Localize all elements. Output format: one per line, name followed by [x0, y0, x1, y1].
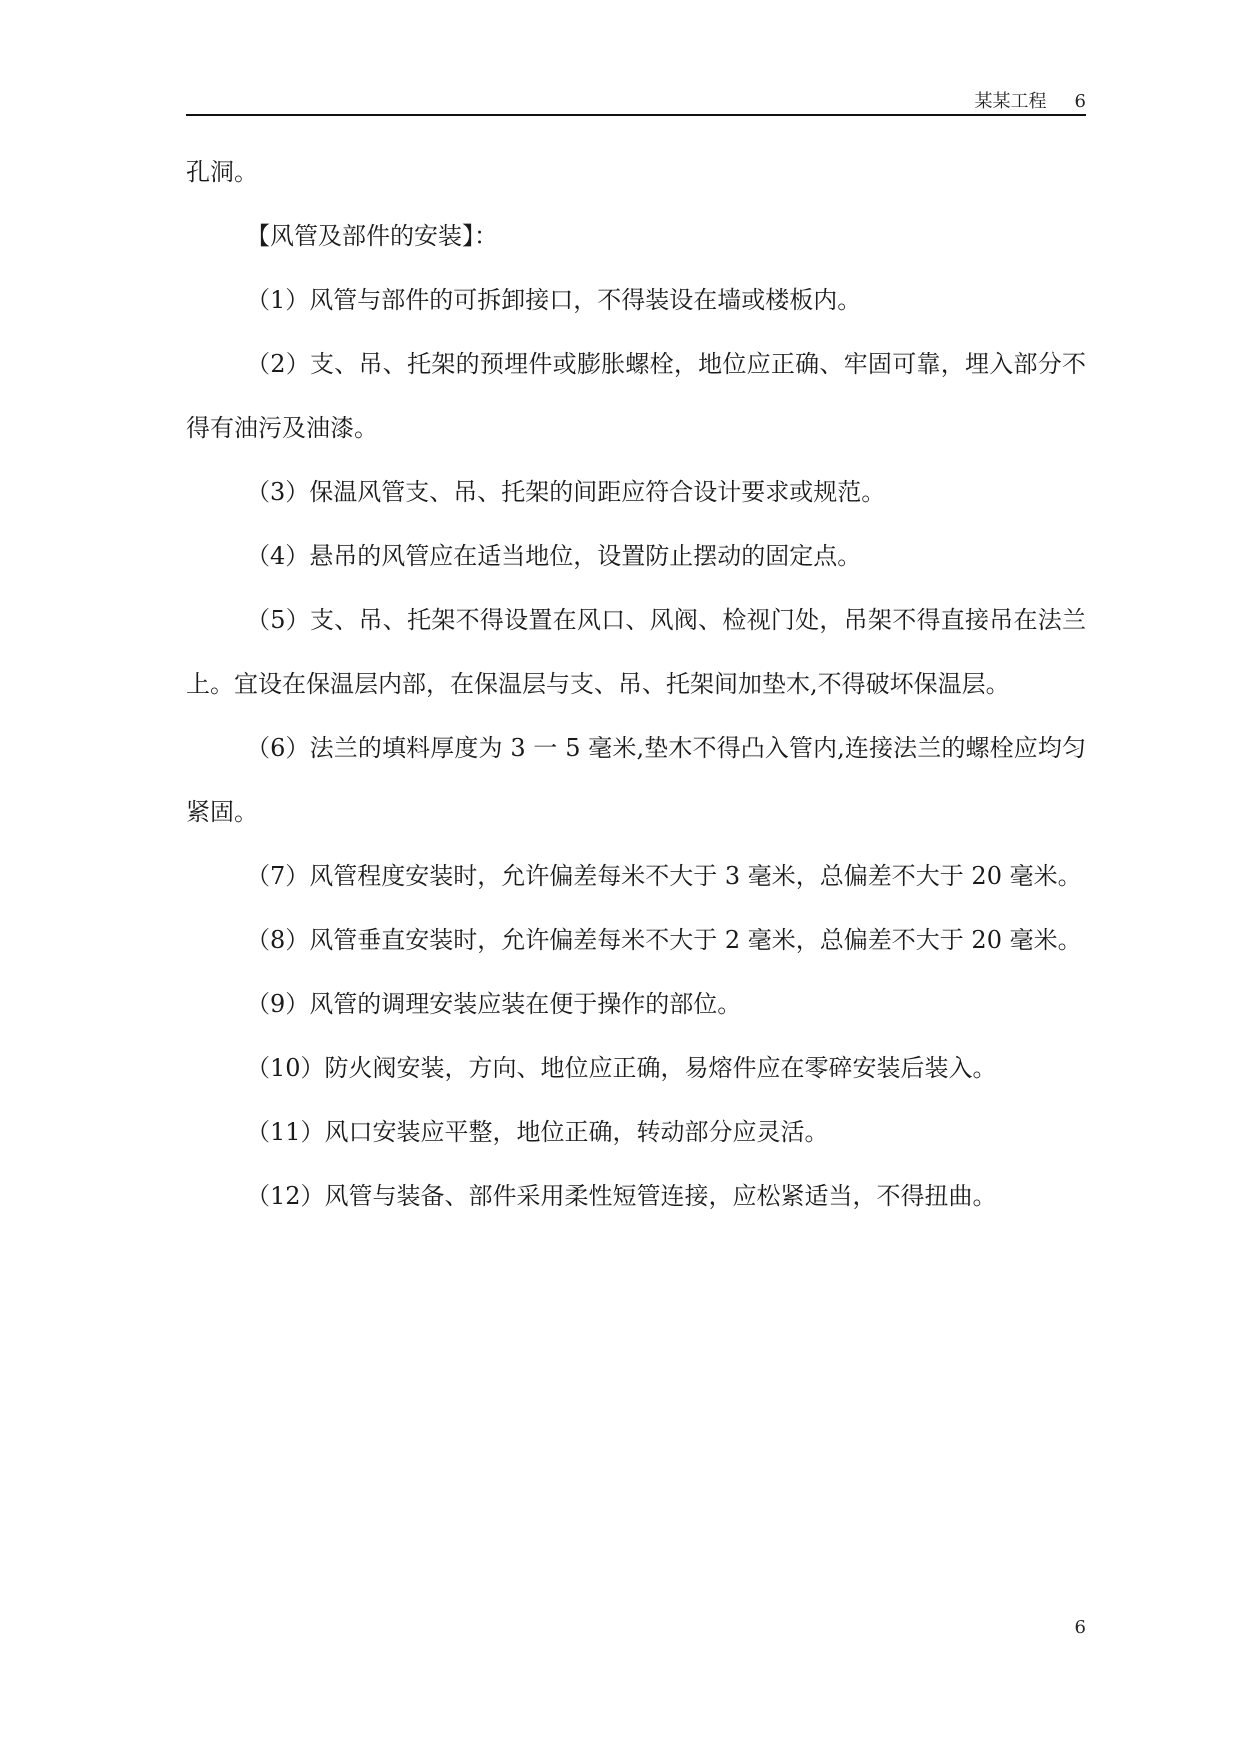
paragraph: 孔洞。 — [186, 158, 258, 186]
header-rule — [186, 114, 1086, 116]
section-heading: 【风管及部件的安装】： — [246, 222, 498, 250]
list-item: （7）风管程度安装时，允许偏差每米不大于 3 毫米，总偏差不大于 20 毫米。 — [246, 862, 1082, 890]
header-page-number: 6 — [1074, 91, 1086, 112]
list-item: （2）支、吊、托架的预埋件或膨胀螺栓，地位应正确、牢固可靠，埋入部分不得有油污及油漆。 — [186, 350, 1086, 442]
list-item: （11）风口安装应平整，地位正确，转动部分应灵活。 — [246, 1118, 829, 1146]
list-item: （9）风管的调理安装应装在便于操作的部位。 — [246, 990, 742, 1018]
page-footer — [1000, 1616, 1086, 1640]
list-item: （1）风管与部件的可拆卸接口，不得装设在墙或楼板内。 — [246, 286, 862, 314]
list-item: （8）风管垂直安装时，允许偏差每米不大于 2 毫米，总偏差不大于 20 毫米。 — [246, 926, 1082, 954]
page-header — [186, 88, 1086, 116]
header-title: 某某工程 — [974, 91, 1047, 112]
list-item: （3）保温风管支、吊、托架的间距应符合设计要求或规范。 — [246, 478, 886, 506]
list-item: （10）防火阀安装，方向、地位应正确，易熔件应在零碎安装后装入。 — [246, 1054, 997, 1082]
list-item: （6）法兰的填料厚度为 3 一 5 毫米,垫木不得凸入管内,连接法兰的螺栓应均匀紧固。 — [186, 734, 1086, 826]
list-item: （5）支、吊、托架不得设置在风口、风阀、检视门处，吊架不得直接吊在法兰上。宜设在保温层内部，在保温层与支、吊、托架间加垫木,不得破坏保温层。 — [186, 606, 1086, 698]
list-item: （4）悬吊的风管应在适当地位，设置防止摆动的固定点。 — [246, 542, 862, 570]
document-body — [186, 140, 1086, 1228]
list-item: （12）风管与装备、部件采用柔性短管连接，应松紧适当，不得扭曲。 — [246, 1182, 997, 1210]
footer-page-number: 6 — [1074, 1617, 1086, 1638]
